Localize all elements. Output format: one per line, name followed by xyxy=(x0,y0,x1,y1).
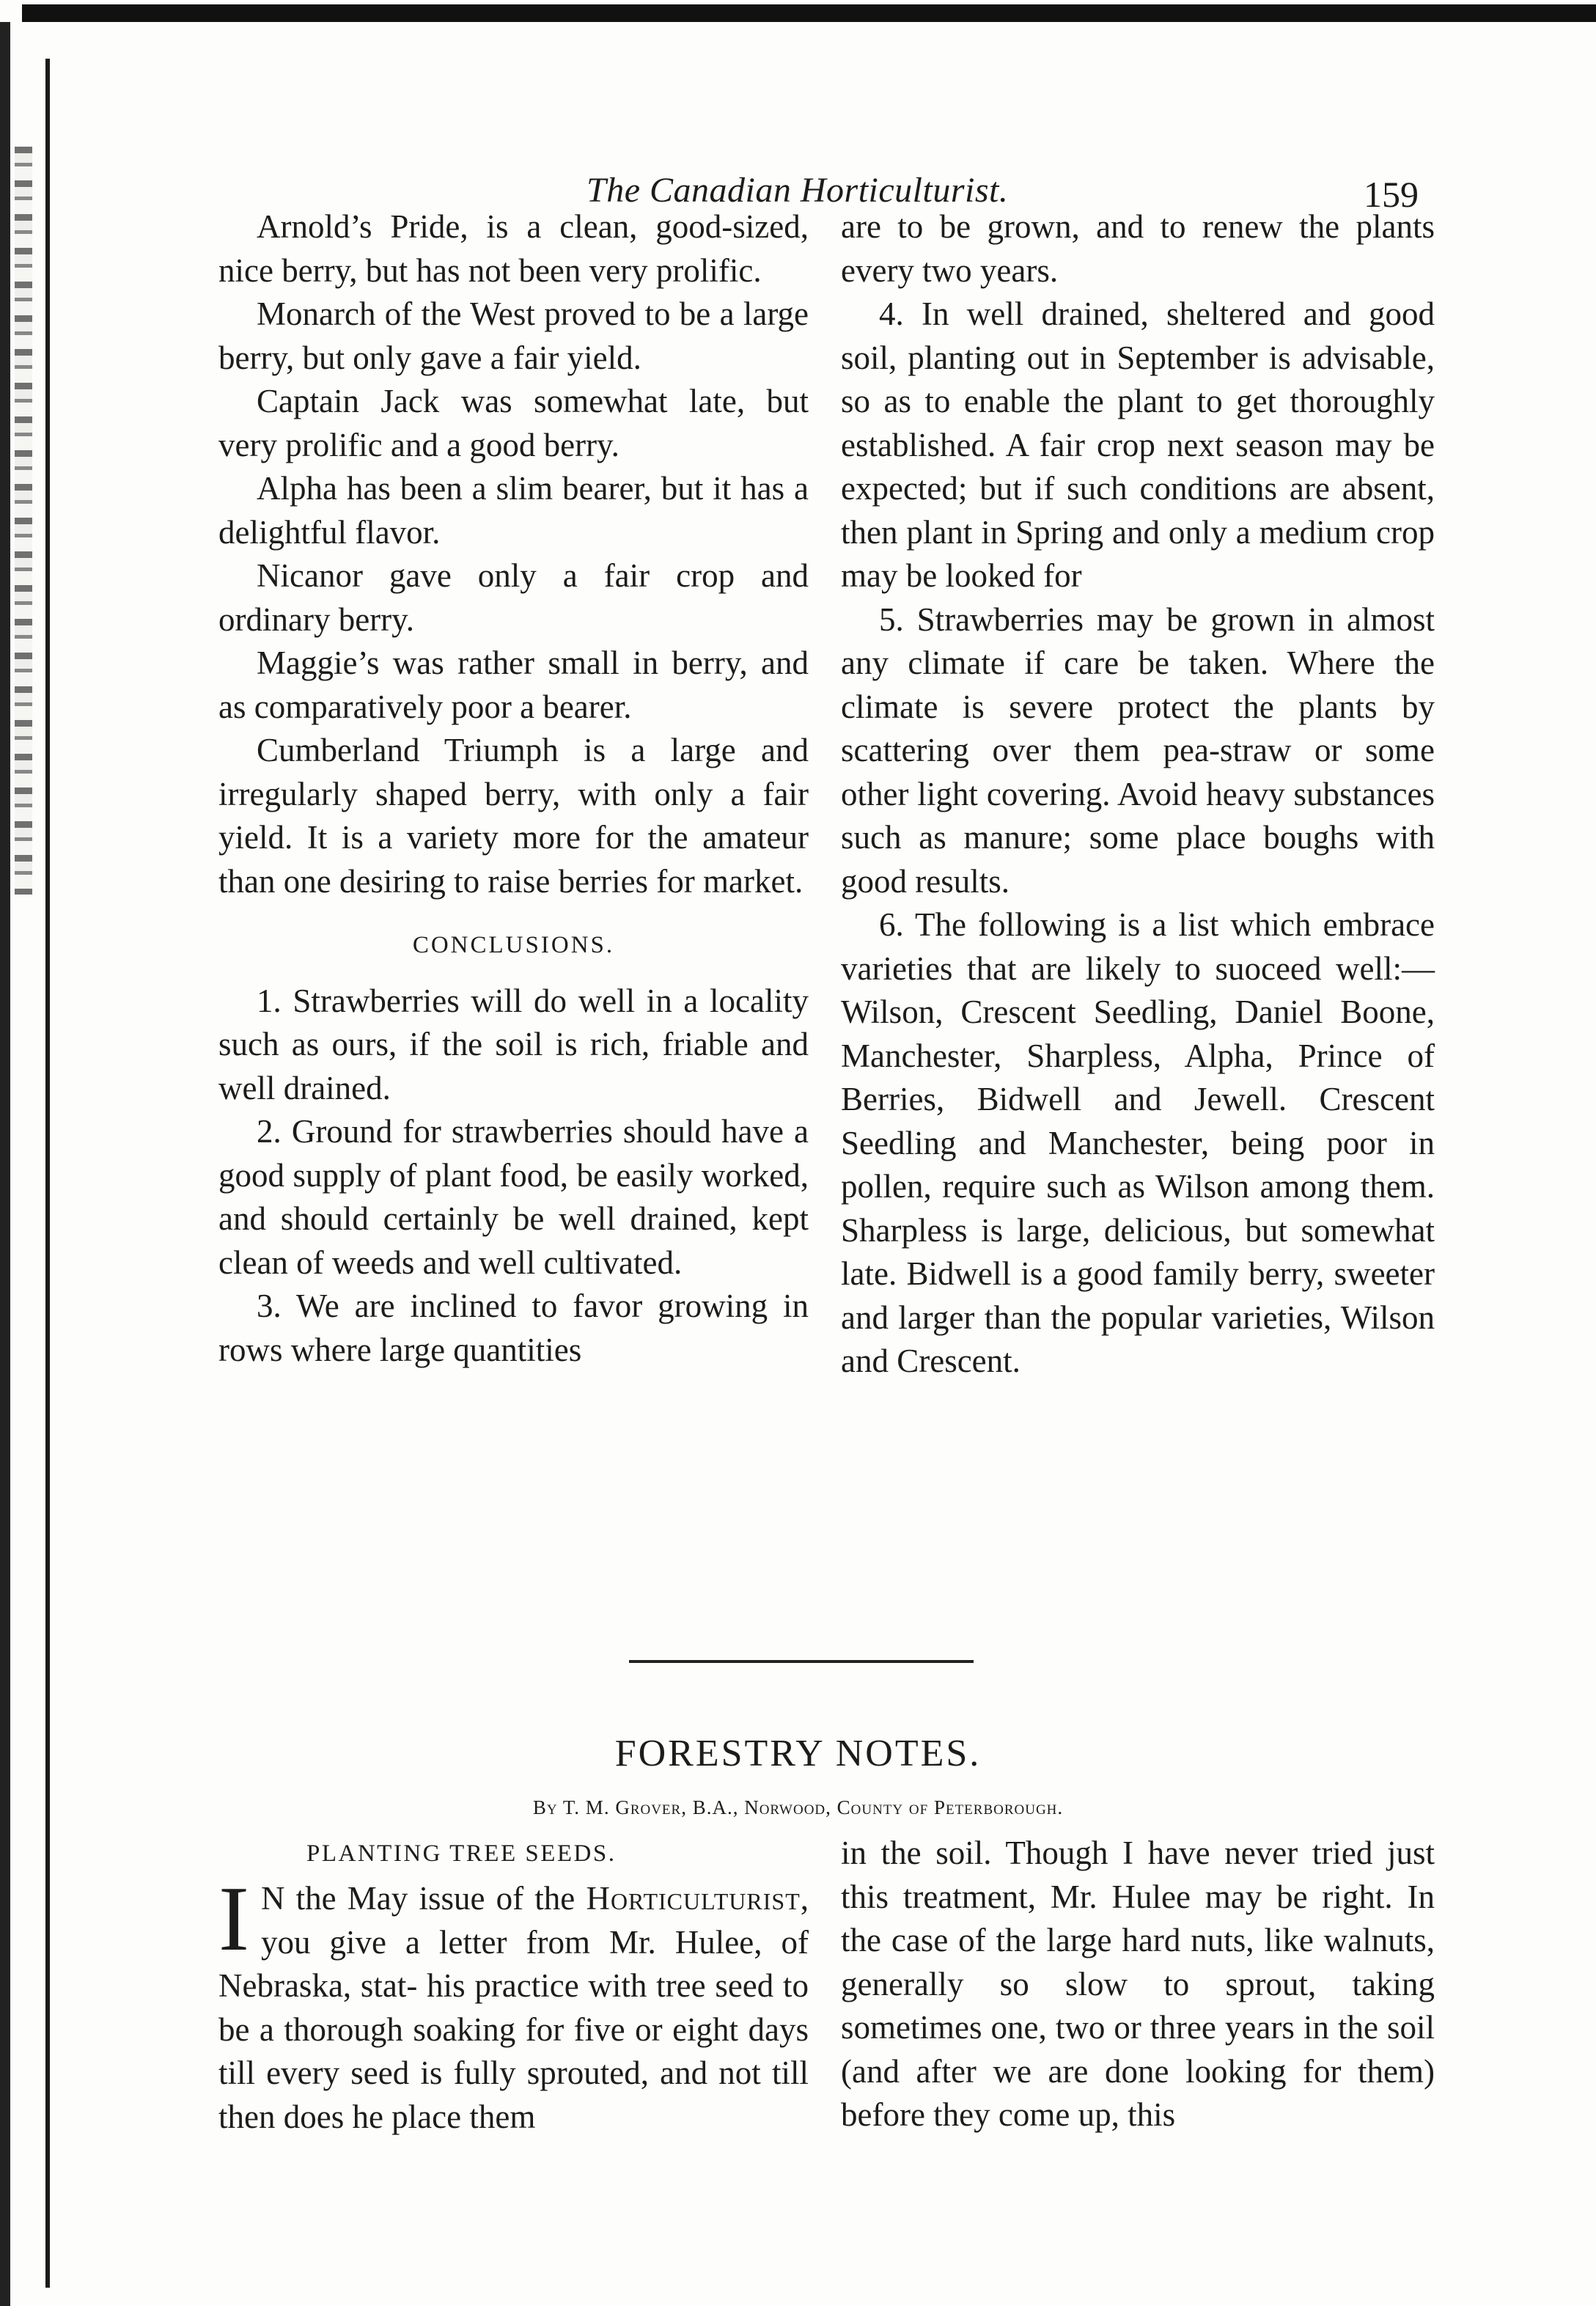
conclusion-item: 4. In well drained, sheltered and good soil, planting out in September is advisable, so as to enable the plant to get thoroughly established. A fair crop next season may be expected; but if such conditions are absent, then plant in Spring and only a medium crop may be looked for xyxy=(841,295,1435,594)
paragraph-continuation: are to be grown, and to renew the plants every two years. xyxy=(841,208,1435,289)
article-paragraph xyxy=(218,1868,809,2139)
left-column xyxy=(218,205,809,1372)
conclusion-item: 2. Ground for strawberries should have a good supply of plant food, be easily worked, and should certainly be well drained, kept clean of weeds and well cultivated. xyxy=(218,1113,809,1281)
paragraph: Monarch of the West proved to be a large berry, but only gave a fair yield. xyxy=(218,295,809,376)
article-byline: By T. M. Grover, B.A., Norwood, County of Peterborough. xyxy=(532,1796,1064,1818)
page-edge xyxy=(0,22,10,2306)
publication-name: Horticulturist xyxy=(586,1880,801,1917)
conclusion-item: 6. The following is a list which embrace varieties that are likely to suoceed well:—Wilson, Crescent Seedling, Daniel Boone, Manchester, Sharpless, Alpha, Prince of Berries, Bidwell and Jewell. Crescent Seedling and Manchester, being poor in pollen, require such as Wilson among them. Sharpless is large, delicious, but somewhat late. Bidwell is a good family berry, sweeter and larger than the popular varieties, Wilson and Crescent. xyxy=(841,906,1435,1379)
article-text-left: , you give a letter from Mr. Hulee, of Nebraska, stat- his practice with tree seed to be a thorough soaking for five or eight days till every seed is fully sprouted, and not till then does he place them xyxy=(218,1880,809,2135)
conclusion-item: 5. Strawberries may be grown in almost any climate if care be taken. Where the climate is severe protect the plants by scattering over them pea-straw or some other light covering. Avoid heavy substances such as manure; some place boughs with good results. xyxy=(841,601,1435,900)
section-divider xyxy=(629,1660,974,1663)
conclusion-item: 1. Strawberries will do well in a locality such as ours, if the soil is rich, friable and well drained. xyxy=(218,982,809,1106)
page-number: 159 xyxy=(1364,174,1419,215)
article-title: FORESTRY NOTES. xyxy=(614,1733,982,1774)
running-title: The Canadian Horticulturist. xyxy=(586,171,1009,210)
article-left-column xyxy=(218,1832,809,2139)
paragraph: Nicanor gave only a fair crop and ordinary berry. xyxy=(218,557,809,638)
binding-line xyxy=(45,59,50,2288)
paragraph: Maggie’s was rather small in berry, and as comparatively poor a bearer. xyxy=(218,645,809,725)
conclusion-item: 3. We are inclined to favor growing in rows where large quantities xyxy=(218,1288,809,1368)
paragraph: Captain Jack was somewhat late, but very prolific and a good berry. xyxy=(218,383,809,463)
subheading: PLANTING TREE SEEDS. xyxy=(306,1840,617,1867)
conclusions-heading: CONCLUSIONS. xyxy=(412,932,615,958)
binding-shadow xyxy=(15,147,32,895)
right-column xyxy=(841,205,1435,1384)
paragraph: Alpha has been a slim bearer, but it has a delightful flavor. xyxy=(218,470,809,551)
paragraph: Arnold’s Pride, is a clean, good-sized, nice berry, but has not been very prolific. xyxy=(218,208,809,289)
top-border xyxy=(22,4,1596,22)
drop-cap: I xyxy=(218,1868,249,1970)
article-text-right: in the soil. Though I have never tried just this treatment, Mr. Hulee may be right. In the case of the large hard nuts, like walnuts, generally so slow to sprout, taking sometimes one, two or three years in the soil (and after we are done looking for them) before they come up, this xyxy=(841,1835,1435,2133)
paragraph: Cumberland Triumph is a large and irregularly shaped berry, with only a fair yield. It is a variety more for the amateur than one desiring to raise berries for market. xyxy=(218,732,809,900)
article-right-column xyxy=(841,1832,1435,2137)
opening-words: N the May issue of the xyxy=(260,1880,586,1917)
